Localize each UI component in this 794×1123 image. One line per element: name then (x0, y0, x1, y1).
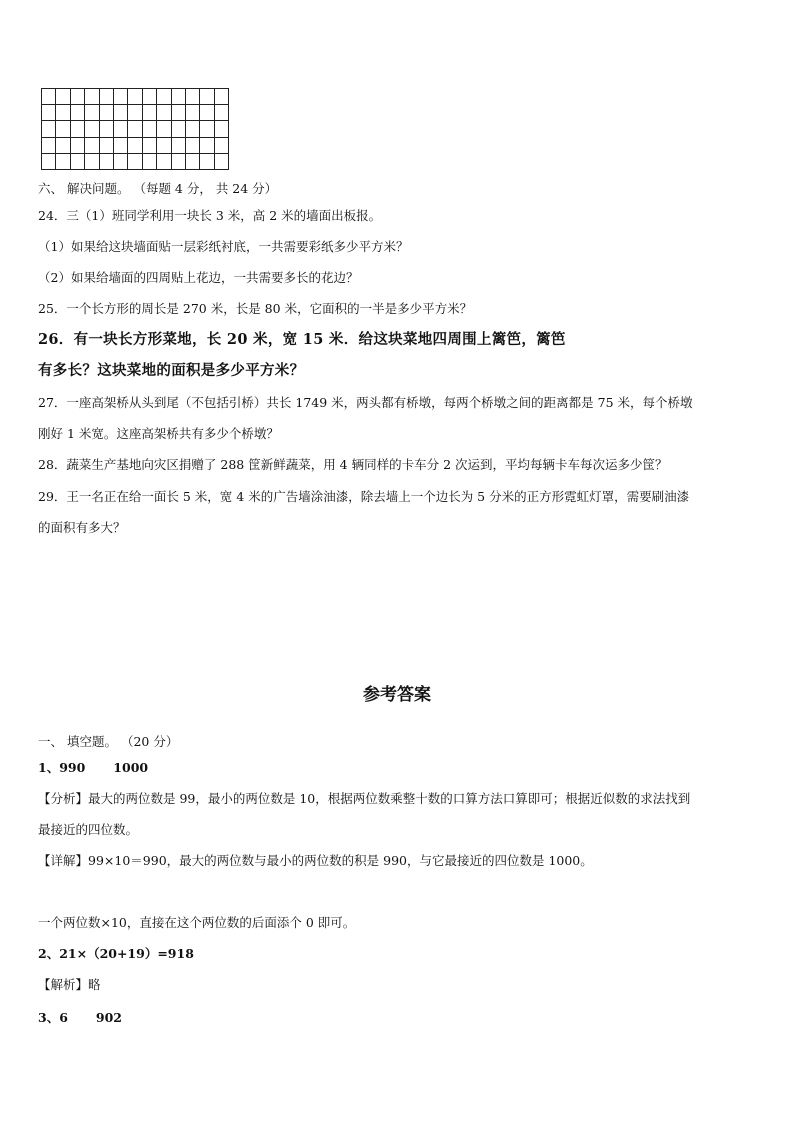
grid-cell (171, 137, 185, 153)
grid-cell (171, 121, 185, 137)
grid-cell (70, 105, 84, 121)
grid-cell (171, 89, 185, 105)
grid-cell (142, 137, 156, 153)
question-24: 24．三（1）班同学利用一块长 3 米，高 2 米的墙面出板报。 (38, 208, 382, 223)
grid-cell (113, 137, 127, 153)
grid-cell (157, 153, 171, 169)
grid-cell (70, 121, 84, 137)
grid-cell (113, 105, 127, 121)
grid-cell (157, 121, 171, 137)
grid-cell (142, 153, 156, 169)
grid-cell (113, 89, 127, 105)
square-grid (41, 88, 229, 170)
grid-cell (214, 153, 228, 169)
grid-cell (42, 105, 56, 121)
grid-cell (85, 121, 99, 137)
question-27-line-1: 27．一座高架桥从头到尾（不包括引桥）共长 1749 米，两头都有桥墩，每两个桥墩之间的距离都是 75 米，每个桥墩 (38, 395, 693, 410)
grid-cell (171, 153, 185, 169)
grid-cell (42, 121, 56, 137)
grid-cell (42, 137, 56, 153)
answer-1 (38, 758, 758, 778)
answer-1-value: 1000 (113, 760, 149, 775)
grid-cell (157, 105, 171, 121)
grid-cell (128, 89, 142, 105)
grid-row (42, 89, 229, 105)
grid-cell (142, 105, 156, 121)
question-24-part-2: （2）如果给墙面的四周贴上花边，一共需要多长的花边？ (38, 270, 359, 285)
grid-cell (128, 137, 142, 153)
answer-2-analysis: 【解析】略 (38, 977, 101, 992)
grid-cell (171, 105, 185, 121)
question-28: 28．蔬菜生产基地向灾区捐赠了 288 筐新鲜蔬菜，用 4 辆同样的卡车分 2 次运到，平均每辆卡车每次运多少筐？ (38, 457, 668, 472)
answer-key-title: 参考答案 (363, 685, 431, 705)
grid-cell (214, 121, 228, 137)
grid-cell (99, 89, 113, 105)
answer-1-note: 一个两位数×10，直接在这个两位数的后面添个 0 即可。 (38, 915, 356, 930)
grid-cell (128, 105, 142, 121)
grid-row (42, 105, 229, 121)
grid-cell (85, 137, 99, 153)
grid-cell (185, 105, 199, 121)
grid-cell (200, 105, 214, 121)
grid-cell (128, 153, 142, 169)
grid-cell (56, 105, 70, 121)
question-27-line-2: 刚好 1 米宽。这座高架桥共有多少个桥墩？ (38, 426, 279, 441)
grid-cell (56, 137, 70, 153)
grid-cell (99, 121, 113, 137)
answer-3 (38, 1008, 758, 1028)
grid-cell (200, 137, 214, 153)
question-25: 25．一个长方形的周长是 270 米，长是 80 米，它面积的一半是多少平方米？ (38, 301, 473, 316)
grid-cell (128, 121, 142, 137)
grid-cell (200, 89, 214, 105)
grid-cell (157, 89, 171, 105)
grid-cell (85, 105, 99, 121)
grid-cell (42, 153, 56, 169)
grid-cell (56, 153, 70, 169)
answer-1-analysis-line-2: 最接近的四位数。 (38, 822, 139, 837)
answer-1-detail: 【详解】99×10＝990，最大的两位数与最小的两位数的积是 990，与它最接近的四位数是 1000。 (38, 853, 593, 868)
question-24-part-1: （1）如果给这块墙面贴一层彩纸衬底，一共需要彩纸多少平方米？ (38, 239, 409, 254)
question-29-line-2: 的面积有多大？ (38, 520, 126, 535)
grid-cell (113, 121, 127, 137)
grid-cell (157, 137, 171, 153)
grid-cell (214, 137, 228, 153)
grid-cell (185, 137, 199, 153)
grid-cell (42, 89, 56, 105)
grid-cell (185, 121, 199, 137)
answer-2: 2、21×（20+19）=918 (38, 946, 194, 961)
grid-cell (99, 105, 113, 121)
grid-cell (214, 105, 228, 121)
grid-cell (70, 89, 84, 105)
answer-section-1-heading: 一、 填空题。 （20 分） (38, 734, 179, 749)
grid-cell (142, 89, 156, 105)
grid-row (42, 121, 229, 137)
answer-1-analysis-line-1: 【分析】最大的两位数是 99，最小的两位数是 10，根据两位数乘整十数的口算方法口算即可；根据近似数的求法找到 (38, 791, 691, 806)
grid-row (42, 153, 229, 169)
section-6-heading: 六、 解决问题。 （每题 4 分， 共 24 分） (38, 181, 278, 196)
grid-cell (70, 153, 84, 169)
question-26-line-2: 有多长？这块菜地的面积是多少平方米？ (38, 362, 305, 379)
grid-cell (200, 153, 214, 169)
grid-cell (85, 153, 99, 169)
grid-cell (185, 153, 199, 169)
grid-cell (214, 89, 228, 105)
grid-cell (56, 89, 70, 105)
grid-cell (56, 121, 70, 137)
answer-3-value: 902 (95, 1010, 122, 1025)
answer-1-number: 1、990 (38, 760, 86, 775)
answer-3-number: 3、6 (38, 1010, 68, 1025)
grid-cell (70, 137, 84, 153)
question-26-line-1: 26．有一块长方形菜地，长 20 米，宽 15 米．给这块菜地四周围上篱笆，篱笆 (38, 331, 566, 348)
grid-cell (99, 137, 113, 153)
grid-cell (185, 89, 199, 105)
grid-cell (200, 121, 214, 137)
grid-cell (99, 153, 113, 169)
grid-cell (113, 153, 127, 169)
question-29-line-1: 29．王一名正在给一面长 5 米，宽 4 米的广告墙涂油漆，除去墙上一个边长为 5 分米的正方形霓虹灯罩，需要刷油漆 (38, 489, 690, 504)
grid-cell (142, 121, 156, 137)
grid-cell (85, 89, 99, 105)
grid-row (42, 137, 229, 153)
